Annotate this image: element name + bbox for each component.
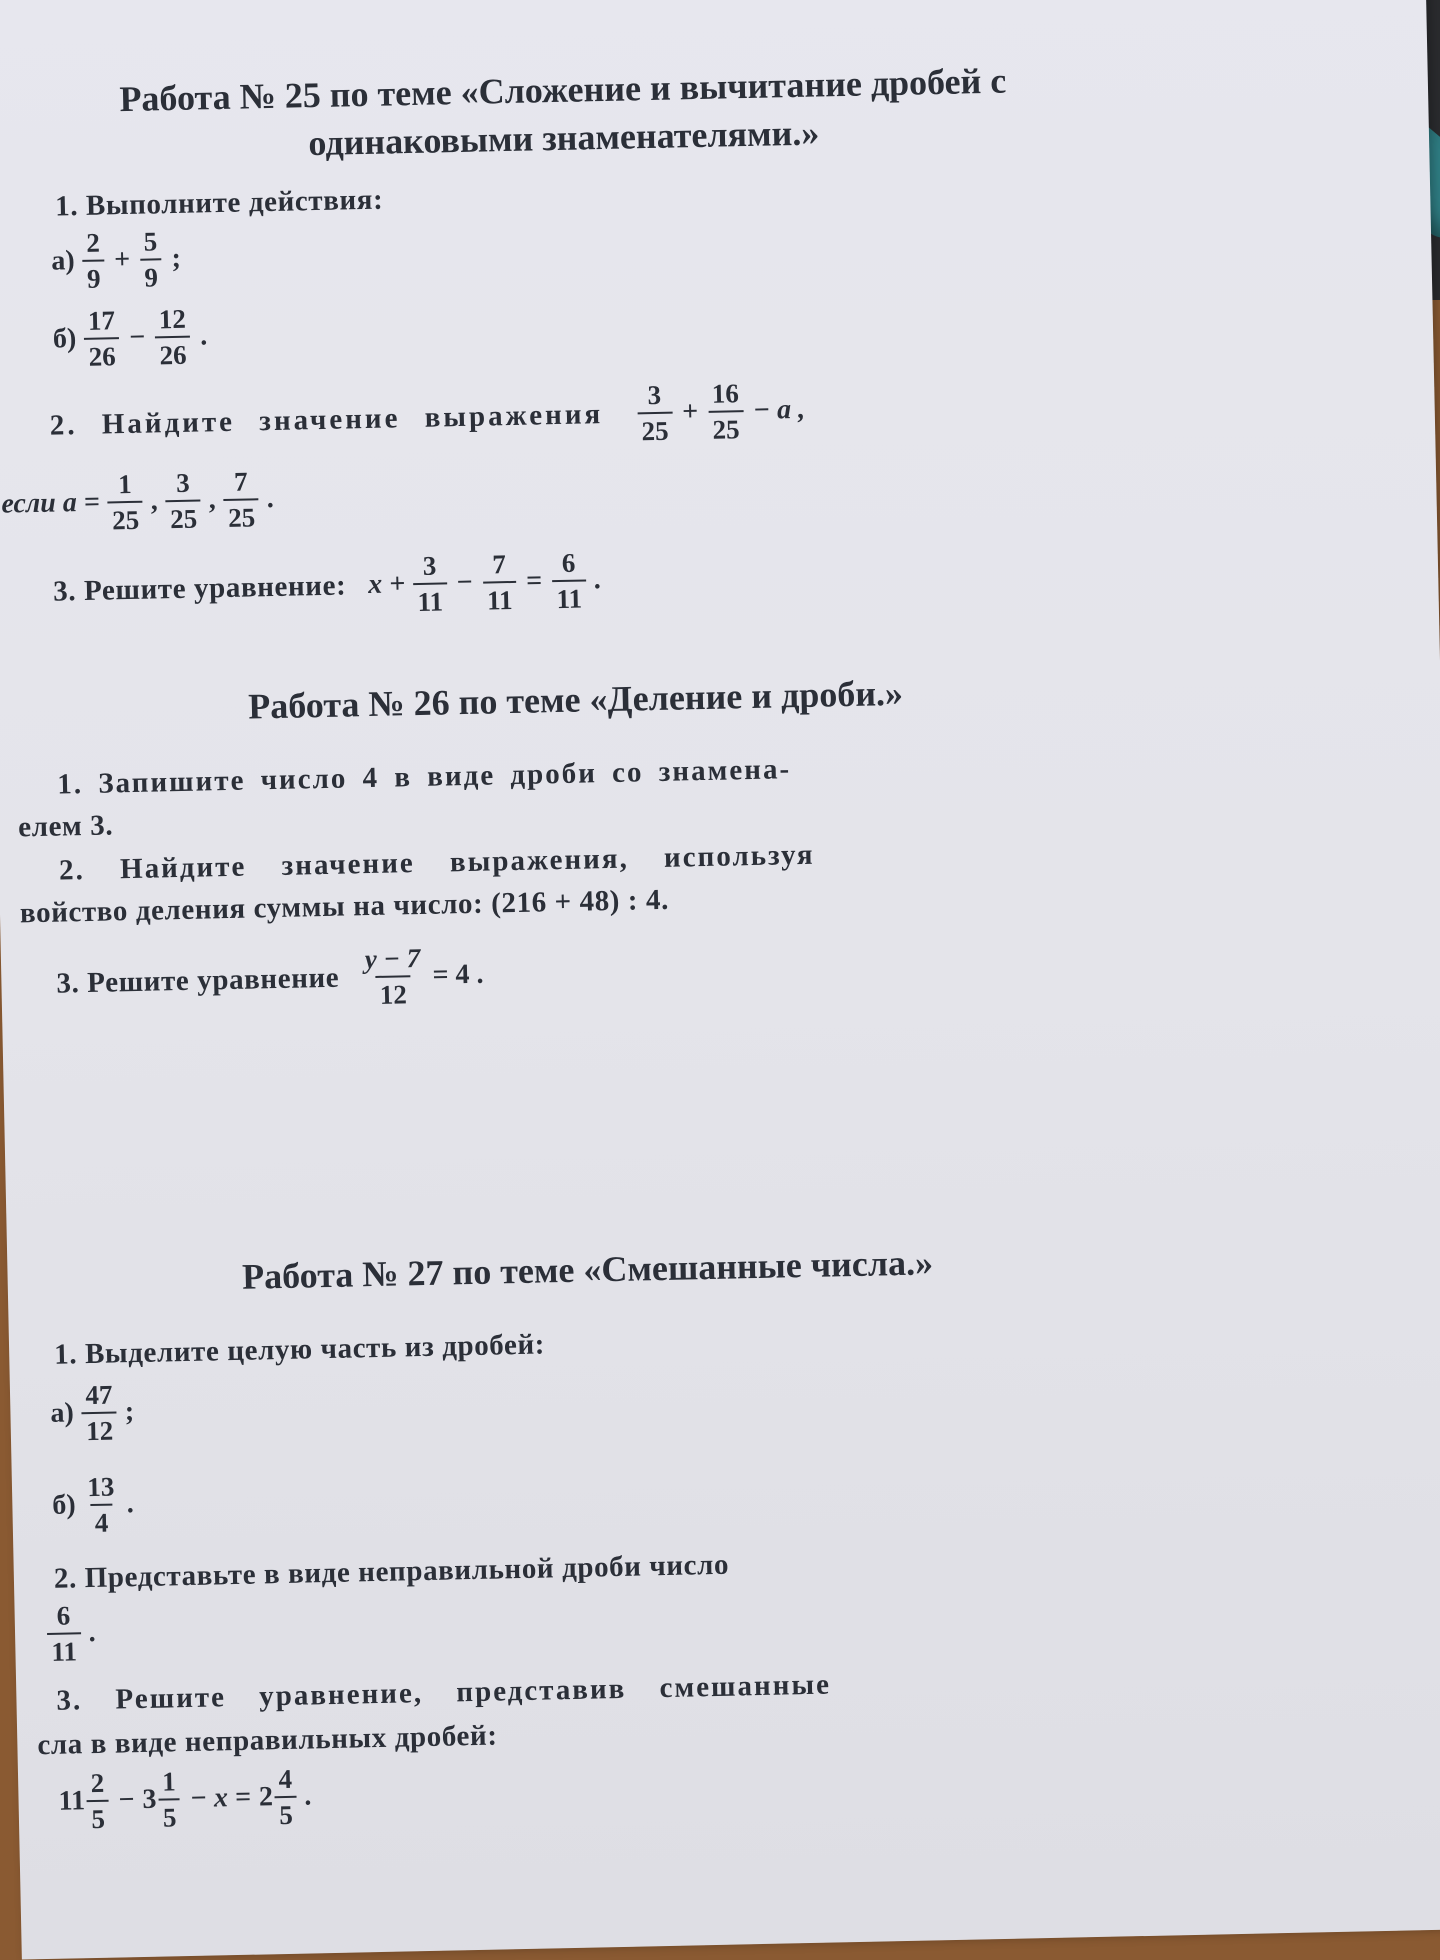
fraction [139,224,162,294]
mixed-number [58,1766,111,1837]
work25-task2-values [1,464,275,540]
operator: − [118,1784,135,1816]
denominator: 12 [375,975,411,1012]
mixed-number [258,1762,299,1833]
numerator: 7 [492,549,507,580]
work26-task1-line1: 1. Запишите число 4 в виде дроби со знамена- [56,753,792,801]
equation-middle: − x = [189,1781,252,1815]
whole-part: 3 [142,1783,157,1815]
fraction [360,941,425,1012]
fraction [165,466,201,537]
variable-x: x + [367,568,406,601]
work27-task3-equation [58,1761,312,1836]
fraction [84,303,120,374]
condition-text: если a = [1,486,101,520]
numerator: 3 [647,379,662,411]
equals-sign: = [525,565,543,597]
punctuation: . [88,1616,96,1649]
punctuation: . [304,1780,312,1812]
numerator: y − 7 [364,943,421,975]
denominator: 11 [552,579,586,616]
denominator: 25 [108,501,144,538]
fraction [83,1469,119,1540]
work25-task1a [51,224,184,297]
fraction [86,1766,109,1836]
fraction [46,1598,81,1669]
denominator: 11 [47,1632,81,1669]
fraction [274,1762,297,1832]
numerator: 5 [143,226,158,257]
numerator: 16 [711,378,740,409]
denominator: 5 [87,1800,109,1836]
fraction [82,225,105,295]
denominator: 5 [158,1798,180,1834]
work26-task1-line2: елем 3. [17,809,114,844]
expression-tail: − a , [752,393,806,426]
work27-task3-line2: сла в виде неправильных дробей: [37,1719,498,1762]
denominator: 11 [483,581,517,618]
operator: + [681,396,699,428]
numerator: 6 [561,547,576,578]
numerator: 3 [175,467,190,499]
numerator: 13 [87,1471,115,1503]
punctuation: . [126,1488,135,1520]
fraction [81,1377,117,1448]
fraction [412,548,447,619]
task-text: 2. Найдите значение выражения [49,397,604,442]
task-label: б) [52,1489,77,1521]
numerator: 3 [422,550,437,581]
fraction [707,376,743,447]
fraction [158,1764,181,1834]
denominator: 26 [155,336,191,373]
work27-title: Работа № 27 по теме «Смешанные числа.» [241,1242,934,1297]
equation-tail: = 4 . [432,958,484,991]
work25-title-line2: одинаковыми знаменателями.» [308,112,820,164]
numerator: 47 [85,1379,113,1411]
punctuation: . [266,482,275,515]
fraction [155,302,191,373]
work27-task1a [50,1377,135,1449]
punctuation: ; [171,242,182,275]
denominator: 25 [224,498,260,535]
work27-task3-line1: 3. Решите уравнение, представив смешанные [56,1668,832,1717]
work25-task2 [49,375,808,461]
work25-task3 [53,545,602,626]
separator: , [150,485,159,517]
denominator: 25 [637,412,673,449]
fraction [482,547,517,618]
mixed-number [142,1764,183,1835]
punctuation: . [593,564,601,596]
numerator: 2 [85,227,101,258]
fraction [551,545,586,616]
operator: + [113,243,131,276]
task-label: а) [50,245,75,277]
punctuation: . [199,320,208,352]
work27-task1-text: 1. Выделите целую часть из дробей: [53,1328,546,1371]
denominator: 4 [90,1504,112,1540]
whole-part: 11 [58,1785,86,1817]
whole-part: 2 [258,1781,274,1813]
task-text: 3. Решите уравнение [56,961,340,1000]
work27-task1b [52,1469,135,1541]
numerator: 4 [278,1763,293,1795]
numerator: 12 [158,303,187,335]
denominator: 25 [708,410,744,447]
numerator: 6 [56,1600,71,1631]
denominator: 25 [166,499,202,536]
work26-title: Работа № 26 по теме «Деление и дроби.» [247,672,904,727]
fraction [223,464,259,535]
numerator: 7 [233,466,248,497]
work25-title-line1: Работа № 25 по теме «Сложение и вычитание дробей с [119,60,1007,120]
work25-task1b [52,301,210,374]
operator: − [456,566,474,599]
work27-task2-text: 2. Представьте в виде неправильной дроби число [53,1548,730,1595]
task-label: а) [50,1397,75,1429]
separator: , [208,484,217,516]
denominator: 12 [82,1411,118,1448]
work25-task1-text: 1. Выполните действия: [54,183,384,223]
denominator: 5 [275,1796,297,1832]
numerator: 17 [87,305,116,336]
work27-task2-number [44,1598,96,1669]
task-text: 3. Решите уравнение: [52,568,347,608]
fraction [636,378,672,449]
numerator: 1 [117,468,132,500]
denominator: 26 [84,337,120,374]
punctuation: ; [124,1396,135,1428]
operator: − [128,321,146,353]
fraction [107,467,143,538]
denominator: 11 [413,582,447,619]
work26-task2-line1: 2. Найдите значение выражения, используя [58,838,815,887]
denominator: 9 [83,259,105,295]
task-label: б) [52,323,77,355]
numerator: 1 [161,1766,176,1797]
work26-task3 [56,940,485,1019]
denominator: 9 [140,258,162,294]
numerator: 2 [90,1767,105,1799]
work26-task2-line2: войство деления суммы на число: (216 + 48) : 4. [19,883,670,930]
